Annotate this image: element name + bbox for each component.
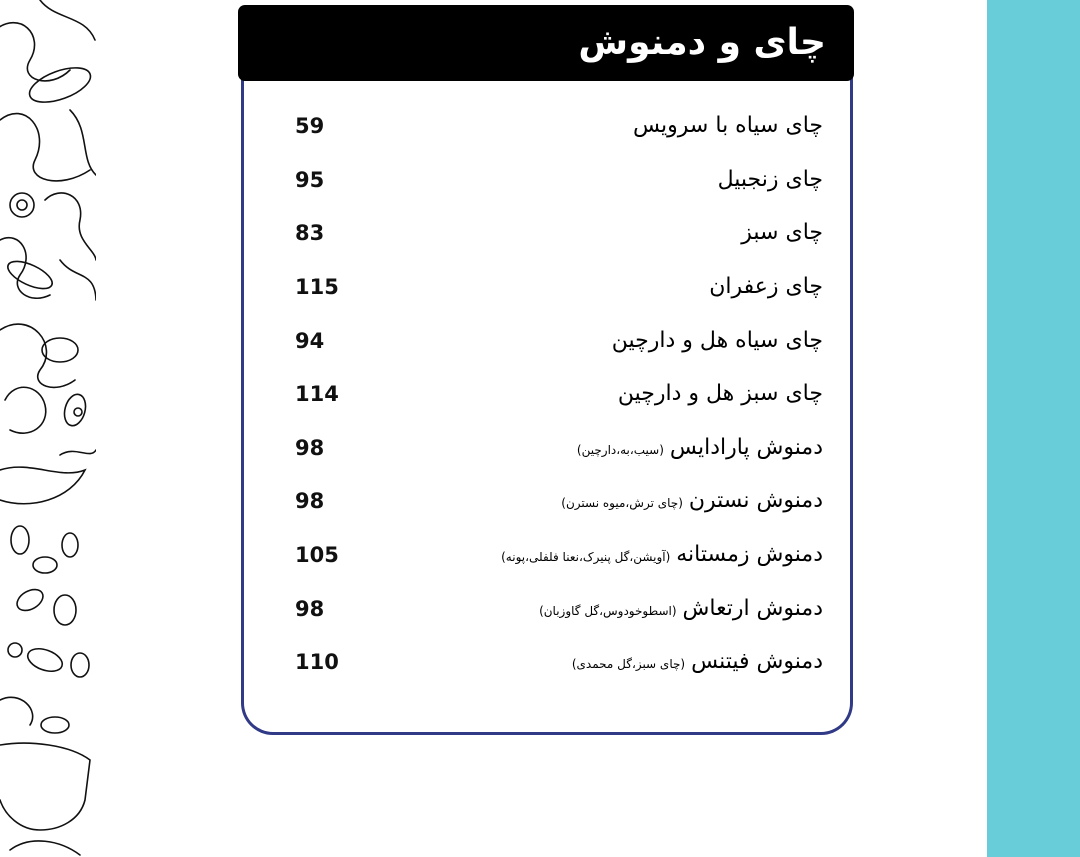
menu-item-name	[501, 535, 823, 575]
menu-item-title: چای سبز	[741, 220, 823, 245]
menu-item-price: 98	[295, 489, 325, 513]
menu-item-ingredients: (چای ترش،میوه نسترن)	[561, 496, 683, 510]
menu-item-row	[244, 321, 850, 361]
menu-item-row	[244, 535, 850, 575]
menu-item-name	[612, 321, 823, 361]
menu-card	[241, 72, 853, 735]
menu-item-name	[561, 481, 823, 521]
menu-item-row	[244, 642, 850, 682]
menu-item-row	[244, 481, 850, 521]
doodle-pattern	[0, 0, 96, 857]
menu-item-title: دمنوش ارتعاش	[682, 596, 823, 621]
menu-item-price: 59	[295, 114, 325, 138]
doodle-illustration	[0, 0, 96, 857]
menu-item-price: 114	[295, 382, 339, 406]
menu-item-row	[244, 160, 850, 200]
menu-item-name	[741, 213, 823, 253]
side-color-band	[987, 0, 1080, 857]
menu-item-title: دمنوش نسترن	[688, 488, 823, 513]
menu-item-title: دمنوش فیتنس	[691, 649, 823, 674]
menu-item-title: چای سیاه با سرویس	[633, 113, 823, 138]
menu-item-title: چای سیاه هل و دارچین	[611, 328, 823, 353]
menu-item-row	[244, 374, 850, 414]
menu-item-name	[572, 642, 823, 682]
menu-item-name	[577, 428, 823, 468]
menu-item-price: 95	[295, 168, 325, 192]
menu-item-title: چای زعفران	[709, 274, 823, 299]
menu-item-name	[633, 106, 823, 146]
menu-item-title: چای زنجبیل	[717, 167, 823, 192]
menu-item-ingredients: (اسطوخودوس،گل گاوزبان)	[539, 604, 677, 618]
menu-item-ingredients: (سیب،به،دارچین)	[576, 443, 664, 457]
menu-item-price: 105	[295, 543, 339, 567]
menu-item-title: دمنوش پارادایس	[669, 435, 823, 460]
menu-item-title: چای سبز هل و دارچین	[617, 381, 823, 406]
menu-item-price: 115	[295, 275, 339, 299]
menu-item-row	[244, 428, 850, 468]
menu-item-name	[618, 374, 823, 414]
menu-item-row	[244, 589, 850, 629]
menu-item-row	[244, 267, 850, 307]
menu-item-price: 83	[295, 221, 325, 245]
menu-item-price: 98	[295, 597, 325, 621]
menu-item-name	[709, 267, 823, 307]
menu-item-price: 94	[295, 329, 325, 353]
menu-item-title: دمنوش زمستانه	[676, 542, 823, 567]
menu-title: چای و دمنوش	[578, 22, 826, 63]
menu-item-name	[718, 160, 823, 200]
menu-item-price: 98	[295, 436, 325, 460]
menu-item-row	[244, 106, 850, 146]
menu-item-ingredients: (آویشن،گل پنیرک،نعنا فلفلی،پونه)	[501, 550, 671, 564]
menu-header	[238, 5, 854, 81]
menu-item-name	[539, 589, 823, 629]
menu-item-ingredients: (چای سبز،گل محمدی)	[571, 657, 686, 671]
menu-item-price: 110	[295, 650, 339, 674]
menu-item-row	[244, 213, 850, 253]
